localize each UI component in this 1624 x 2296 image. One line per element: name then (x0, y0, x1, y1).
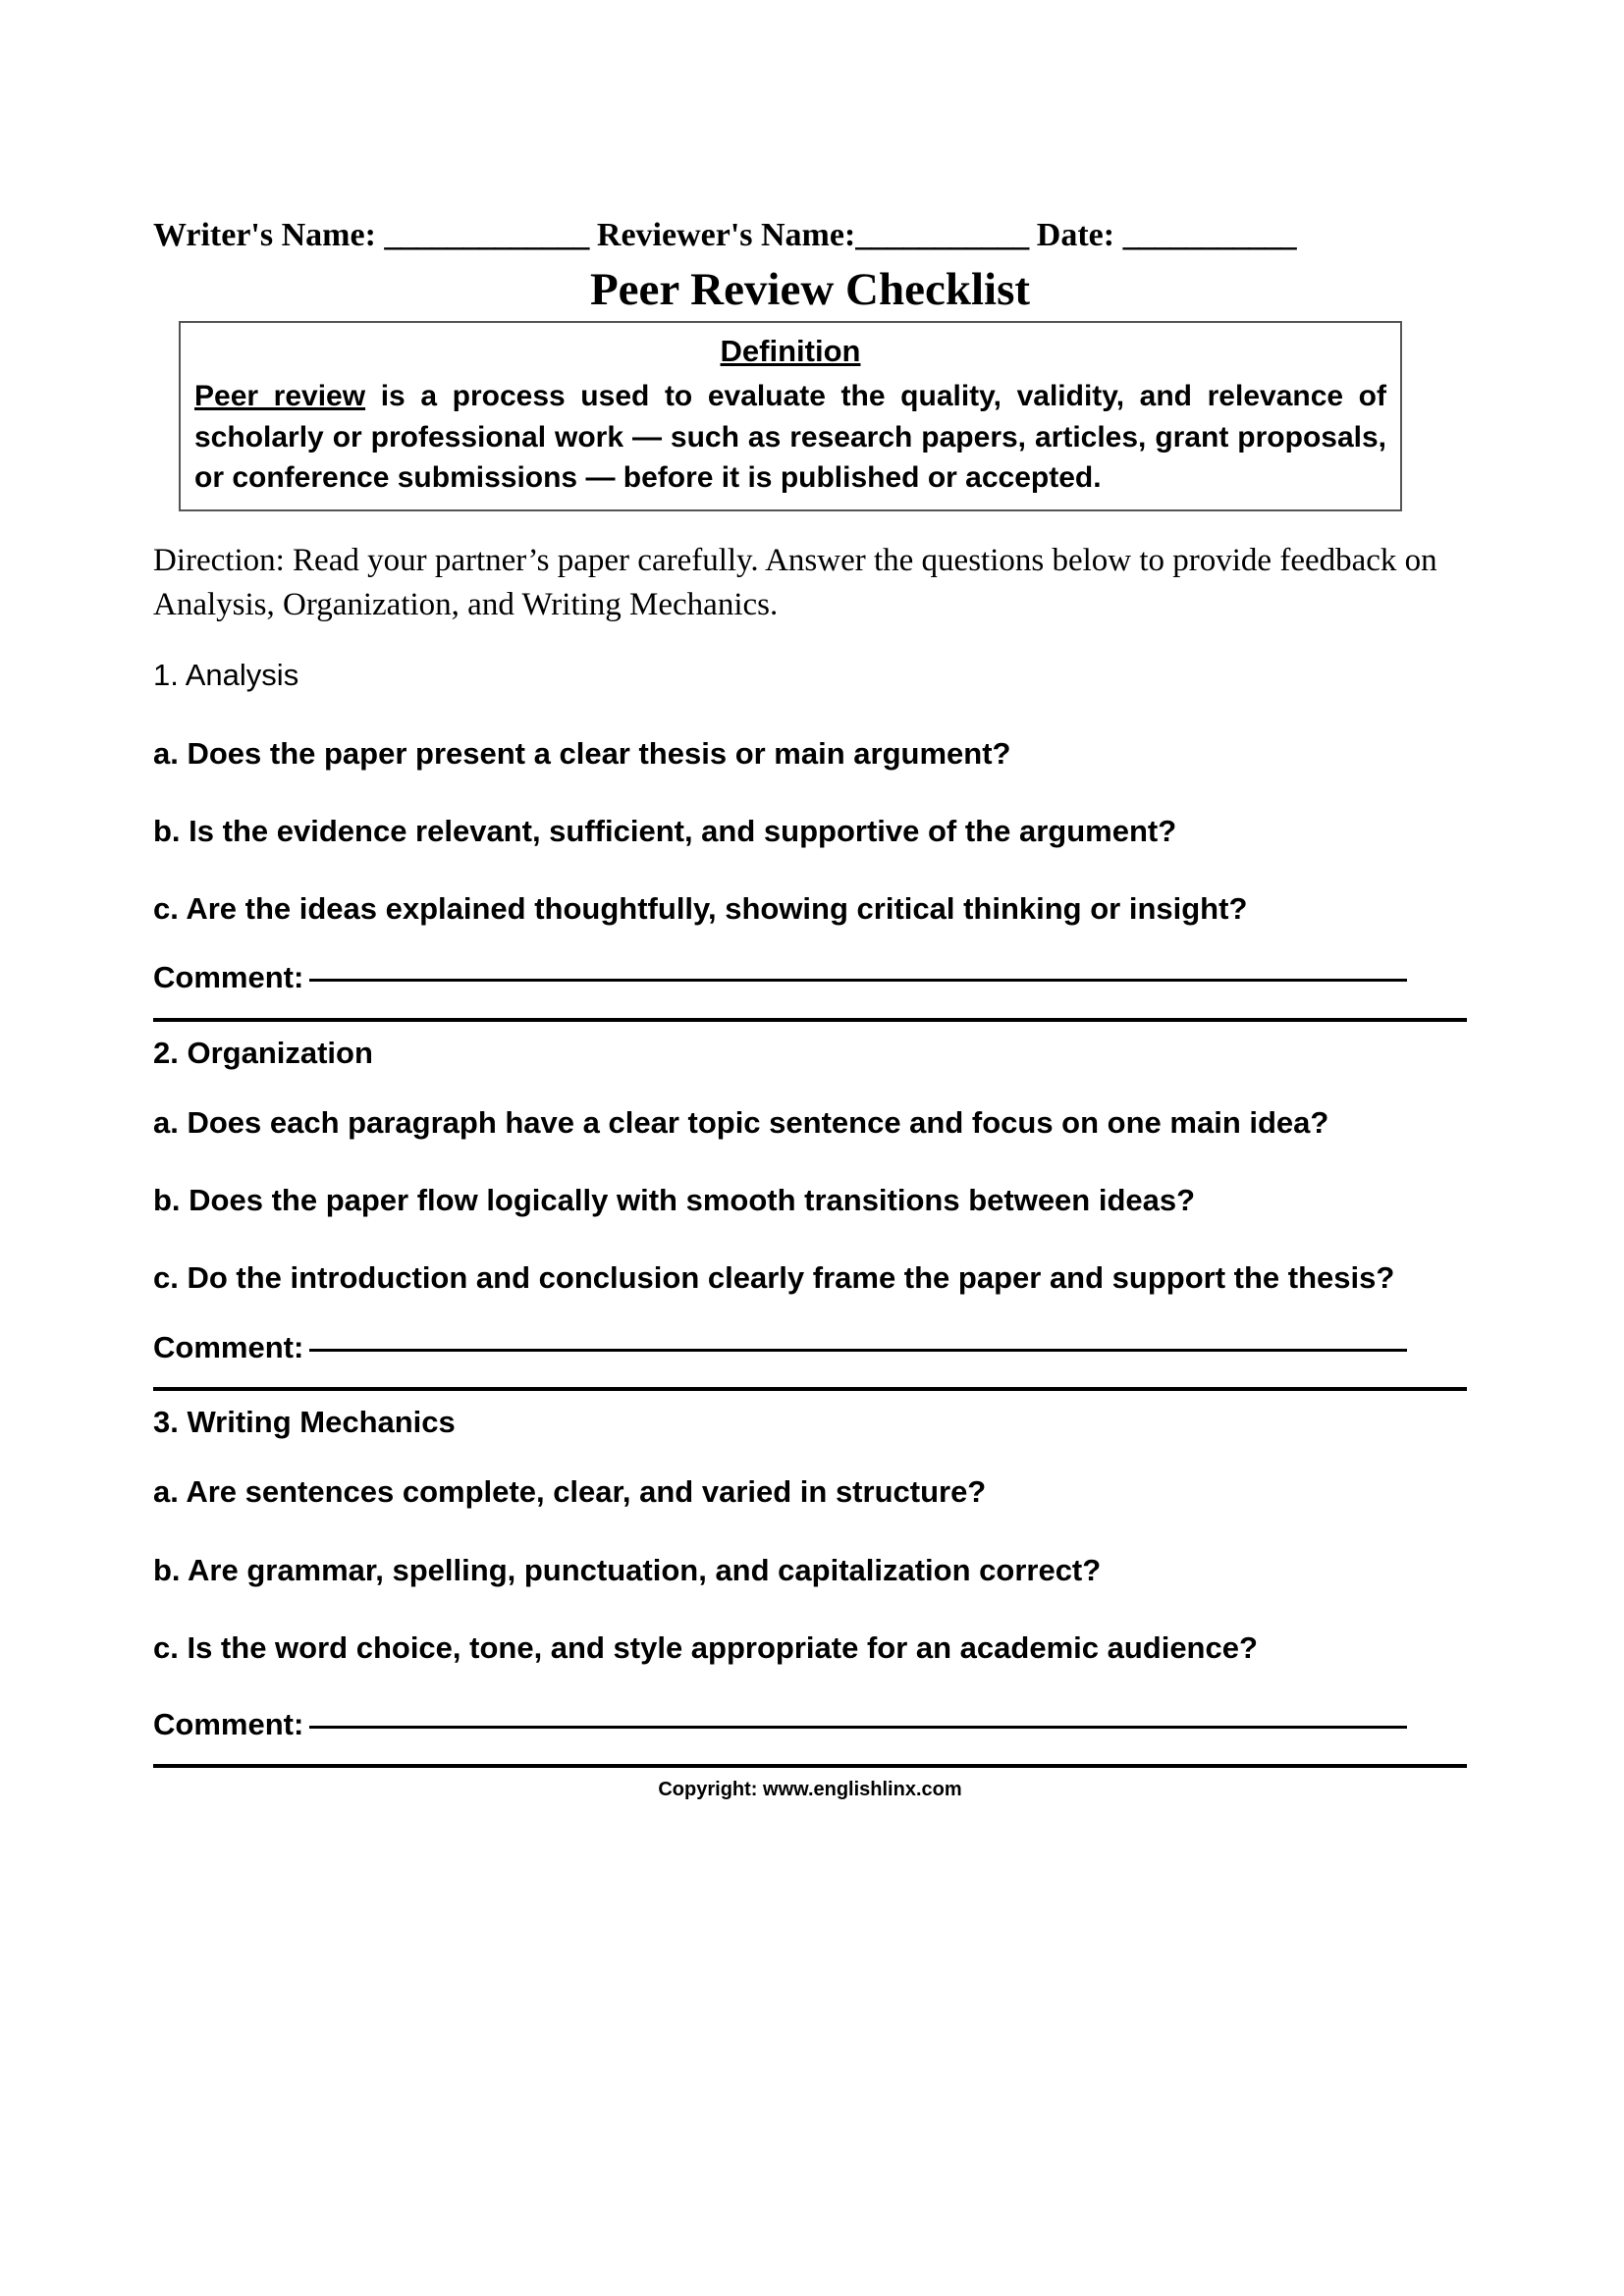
spacer (153, 1513, 1467, 1550)
question-3c: c. Is the word choice, tone, and style appropriate for an academic audience? (153, 1629, 1258, 1665)
reviewer-name-blank[interactable]: ___________ (855, 217, 1029, 253)
worksheet-content (153, 0, 1467, 1801)
definition-text (194, 376, 1386, 498)
spacer (153, 1022, 1467, 1034)
spacer (153, 1143, 1467, 1180)
spacer (153, 1391, 1467, 1403)
writer-name-label: Writer's Name: (153, 217, 385, 253)
comment-row-1 (153, 958, 1467, 997)
direction-paragraph: Direction: Read your partner’s paper carefully. Answer the questions below to provide feedback on Analysis, Organization, and Writing Mechanics. (153, 543, 1437, 622)
spacer (153, 1299, 1467, 1328)
spacer (153, 1220, 1467, 1257)
spacer (153, 998, 1467, 1018)
comment-row-2 (153, 1328, 1467, 1367)
definition-body: is a process used to evaluate the quality, validity, and relevance of scholarly or professional work — such as research papers, articles, grant proposals, or conference submissions — before it is published or accepted. (194, 380, 1386, 494)
page-title: Peer Review Checklist (589, 263, 1031, 315)
question-1b: b. Is the evidence relevant, sufficient, and supportive of the argument? (153, 814, 1177, 848)
spacer (153, 1744, 1467, 1764)
spacer (153, 1367, 1467, 1387)
section-heading-writing-mechanics: 3. Writing Mechanics (153, 1404, 456, 1439)
copyright-footer: Copyright: www.englishlinx.com (658, 1779, 962, 1801)
comment-label-3: Comment: (153, 1706, 304, 1741)
spacer (153, 774, 1467, 811)
comment-label-2: Comment: (153, 1329, 304, 1364)
question-1a: a. Does the paper present a clear thesis or main argument? (153, 735, 1011, 771)
name-header-line (153, 218, 1467, 253)
comment-write-line-3-second[interactable] (153, 1764, 1467, 1768)
writer-name-blank[interactable]: _____________ (384, 217, 589, 253)
spacer (153, 626, 1467, 656)
date-blank[interactable]: ___________ (1122, 217, 1296, 253)
section-heading-organization: 2. Organization (153, 1035, 373, 1070)
comment-write-line-3[interactable] (309, 1726, 1407, 1729)
spacer (153, 929, 1467, 958)
comment-label-1: Comment: (153, 960, 304, 995)
spacer (153, 851, 1467, 888)
spacer (153, 1073, 1467, 1102)
reviewer-name-label: Reviewer's Name: (588, 217, 856, 253)
question-3a: a. Are sentences complete, clear, and varied in structure? (153, 1474, 987, 1510)
question-2a: a. Does each paragraph have a clear topic sentence and focus on one main idea? (153, 1105, 1329, 1141)
spacer (153, 1668, 1467, 1705)
comment-row-3 (153, 1705, 1467, 1744)
definition-term: Peer review (194, 380, 366, 413)
definition-box (179, 321, 1402, 511)
question-2c: c. Do the introduction and conclusion clearly frame the paper and support the thesis? (153, 1260, 1395, 1296)
date-label: Date: (1028, 217, 1123, 253)
spacer (153, 1442, 1467, 1471)
question-3b: b. Are grammar, spelling, punctuation, and capitalization correct? (153, 1552, 1102, 1587)
question-2b: b. Does the paper flow logically with smooth transitions between ideas? (153, 1183, 1196, 1218)
definition-heading: Definition (720, 334, 861, 369)
comment-write-line-1[interactable] (309, 979, 1407, 982)
comment-write-line-2[interactable] (309, 1349, 1407, 1352)
spacer (153, 1590, 1467, 1628)
section-heading-analysis: 1. Analysis (153, 658, 299, 693)
question-1c: c. Are the ideas explained thoughtfully, showing critical thinking or insight? (153, 891, 1248, 927)
spacer (153, 696, 1467, 733)
